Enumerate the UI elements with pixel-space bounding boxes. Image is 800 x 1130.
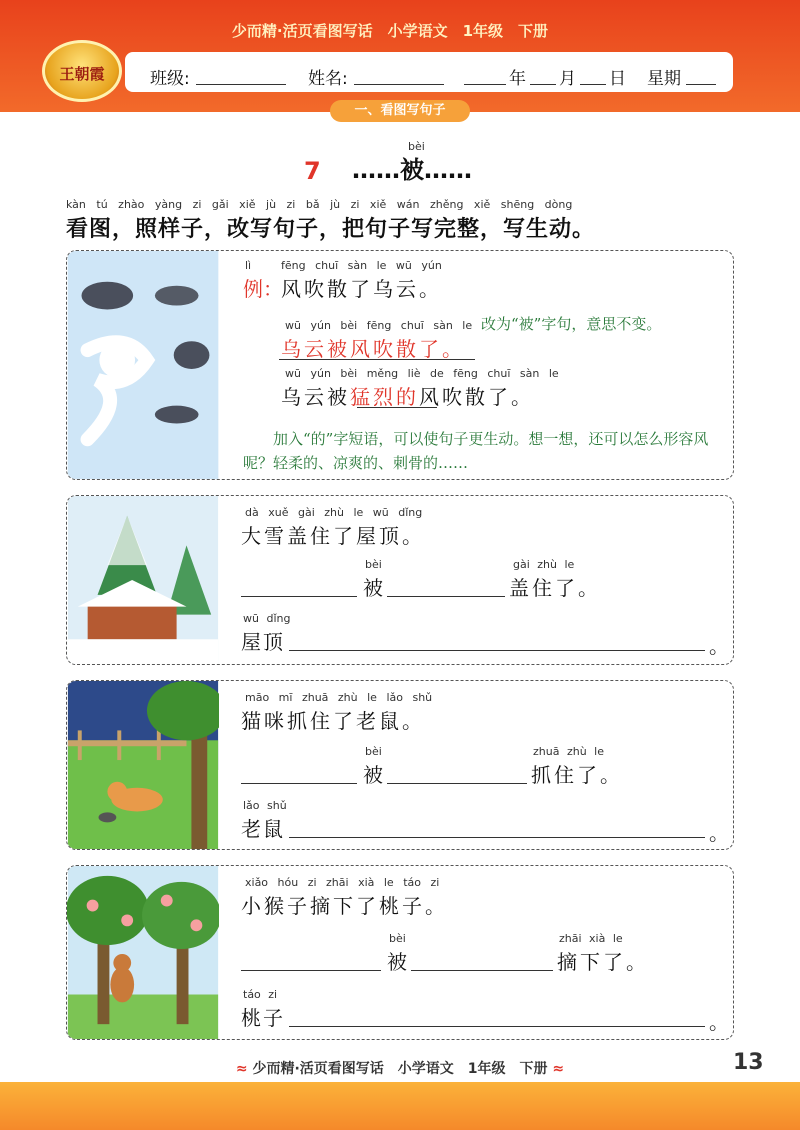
ex3-bei: 被 [387,950,407,974]
instruction-pinyin: kàn tú zhào yàng zi gǎi xiě jù zi bǎ jù zi xiě wán zhěng xiě shēng dòng [66,198,573,211]
instruction: 看图，照样子，改写句子，把句子写完整，写生动。 [66,217,596,242]
exercise-card-3 [66,865,734,1040]
ex2-start-pinyin: lǎo shǔ [243,799,287,812]
example-card [66,250,734,480]
ex2-verb-pinyin: zhuā zhù le [533,745,604,758]
ex2-bei-pinyin: bèi [365,745,382,758]
ex1-bei-pinyin: bèi [365,558,382,571]
example-vivid-pinyin: wū yún bèi měng liè de fēng chuī sàn le [285,367,559,380]
ex1-end: 。 [709,634,729,658]
footer-bar [0,1082,800,1130]
section-title: 一、看图写句子 [330,100,470,122]
ex2-blank-subject[interactable] [241,783,357,784]
ex3-verb-pinyin: zhāi xià le [559,932,623,945]
footer-wave-right-icon: ≈ [547,1061,565,1077]
ex1-verb-pinyin: gài zhù le [513,558,575,571]
cat-mouse-illustration [67,681,219,849]
ex3-start: 桃子 [241,1006,285,1030]
day-label: 日 [609,69,626,89]
ex1-blank-answer[interactable] [289,650,705,651]
brand-logo-text: 王朝霞 [59,65,105,83]
snowy-house-illustration [67,496,219,664]
ex3-blank-subject[interactable] [241,970,381,971]
month-field[interactable] [530,84,556,85]
example-vivid-sentence [281,381,534,410]
ex3-blank-answer[interactable] [289,1026,705,1027]
example-sentence-pinyin: fēng chuī sàn le wū yún [281,259,442,272]
weekday-field[interactable] [686,84,716,85]
ex3-blank-agent[interactable] [411,970,553,971]
class-field[interactable] [196,84,286,85]
ex2-blank-answer[interactable] [289,837,705,838]
vivid-suffix: 风吹散了。 [419,385,534,409]
lesson-title-pinyin: bèi [408,140,425,153]
name-field[interactable] [354,84,444,85]
example-label: 例： [243,277,283,301]
year-field[interactable] [464,84,506,85]
month-label: 月 [559,69,576,89]
ex2-verb: 抓住了。 [531,763,623,787]
ex1-blank-agent[interactable] [387,596,505,597]
page-number: 13 [733,1050,764,1075]
weekday-label: 星期 [647,69,681,89]
ex1-sentence: 大雪盖住了屋顶。 [241,524,425,548]
series-title: 少而精·活页看图写话 小学语文 1年级 下册 [231,22,549,40]
ex2-bei: 被 [363,763,383,787]
class-label: 班级: [150,69,190,89]
example-sentence: 风吹散了乌云。 [281,277,442,301]
example-label-pinyin: lì [245,259,252,272]
ex3-bei-pinyin: bèi [389,932,406,945]
ex2-sentence: 猫咪抓住了老鼠。 [241,709,425,733]
ex1-bei: 被 [363,576,383,600]
ex1-sentence-pinyin: dà xuě gài zhù le wū dǐng [245,506,423,519]
vivid-adjective: 猛烈的 [350,385,419,409]
vivid-prefix: 乌云被 [281,385,350,409]
lesson-number: 7 [304,157,321,185]
example-rewrite-pinyin: wū yún bèi fēng chuī sàn le [285,319,473,332]
ex1-blank-subject[interactable] [241,596,357,597]
ex3-start-pinyin: táo zi [243,988,278,1001]
ex3-verb: 摘下了。 [557,950,649,974]
ex2-blank-agent[interactable] [387,783,527,784]
name-label: 姓名: [308,69,348,89]
footer-text: 少而精·活页看图写话 小学语文 1年级 下册 [252,1061,548,1077]
ex3-end: 。 [709,1010,729,1034]
monkey-peach-illustration [67,866,219,1039]
day-field[interactable] [580,84,606,85]
wind-clouds-illustration [67,251,219,479]
info-panel [125,52,733,92]
ex2-start: 老鼠 [241,817,285,841]
ex1-start-pinyin: wū dǐng [243,612,291,625]
footer-wave-left-icon: ≈ [235,1061,253,1077]
lesson-title: ……被…… [352,156,472,184]
ex2-sentence-pinyin: māo mī zhuā zhù le lǎo shǔ [245,691,433,704]
example-rewrite-underline [279,359,475,360]
year-label: 年 [509,69,526,89]
example-note-1: 改为“被”字句，意思不变。 [481,315,662,333]
ex1-start: 屋顶 [241,630,285,654]
footer-title [0,1058,800,1078]
exercise-card-2 [66,680,734,850]
example-vivid-underline [357,407,437,408]
exercise-card-1 [66,495,734,665]
example-note-2: 加入“的”字短语，可以使句子更生动。想一想，还可以怎么形容风呢？轻柔的、凉爽的、刺骨的…… [243,430,709,472]
example-rewrite: 乌云被风吹散了。 [281,337,465,361]
ex1-verb: 盖住了。 [509,576,601,600]
ex2-end: 。 [709,821,729,845]
ex3-sentence: 小猴子摘下了桃子。 [241,894,448,918]
ex3-sentence-pinyin: xiǎo hóu zi zhāi xià le táo zi [245,876,440,889]
